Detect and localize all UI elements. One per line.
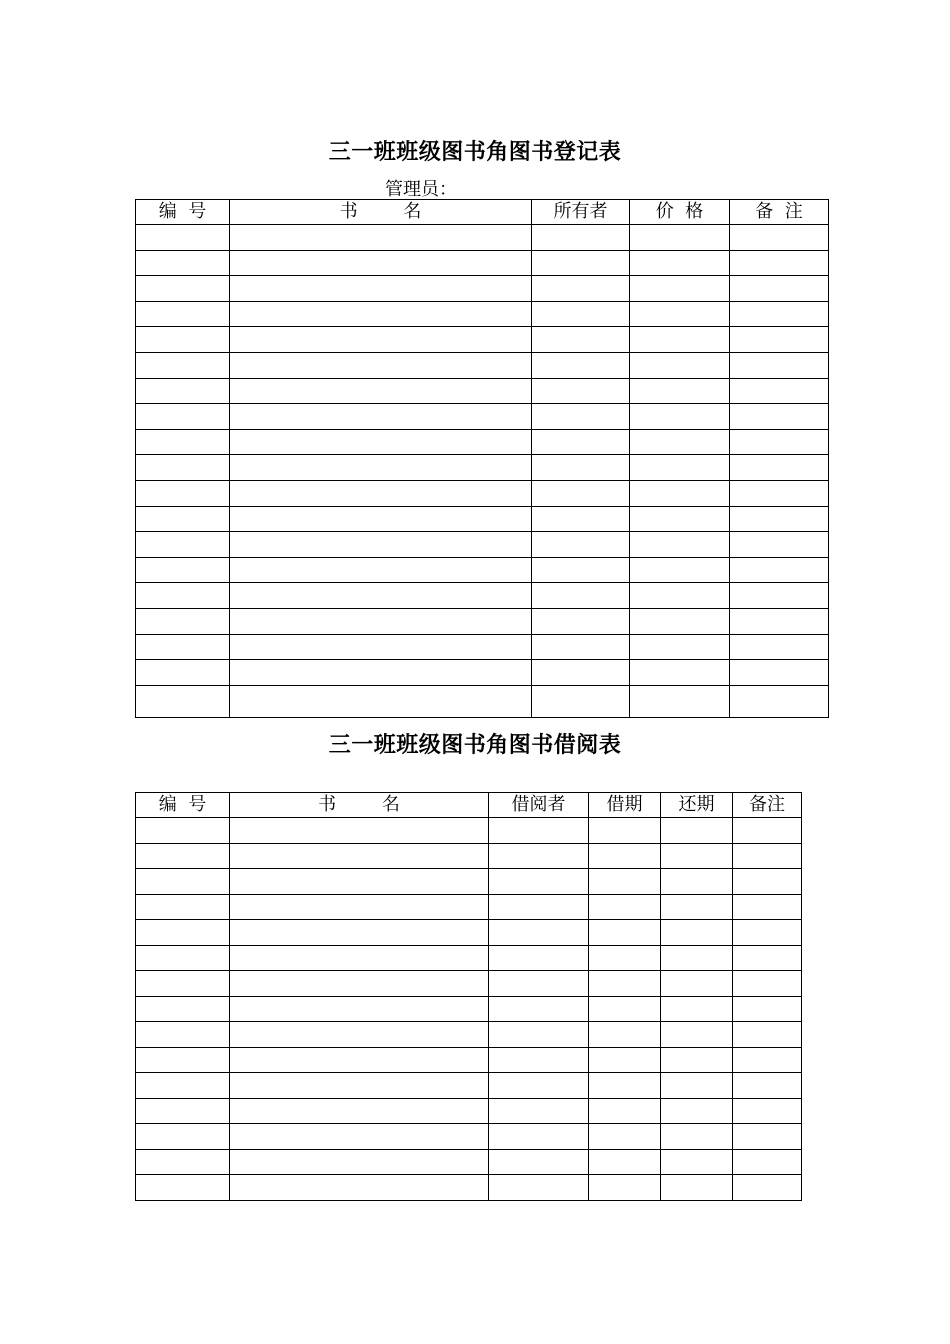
table-cell[interactable] [532, 429, 630, 455]
table-cell[interactable] [630, 583, 730, 609]
table-cell[interactable] [136, 225, 230, 251]
table-row [136, 1047, 802, 1073]
header-remarks: 备注 [733, 793, 802, 818]
table-cell[interactable] [733, 818, 802, 844]
table-cell[interactable] [589, 1175, 661, 1201]
header-price: 价 格 [630, 200, 730, 225]
table-cell[interactable] [630, 225, 730, 251]
header-return-date: 还期 [661, 793, 733, 818]
table-row [136, 685, 829, 717]
table-row [136, 455, 829, 481]
table-row [136, 250, 829, 276]
table-cell[interactable] [733, 1149, 802, 1175]
table-cell[interactable] [136, 250, 230, 276]
table-cell[interactable] [230, 404, 532, 430]
table-row [136, 945, 802, 971]
table-row [136, 634, 829, 660]
table-cell[interactable] [230, 429, 532, 455]
table-cell[interactable] [730, 480, 829, 506]
table-cell[interactable] [532, 532, 630, 558]
table-cell[interactable] [661, 971, 733, 997]
table-cell[interactable] [136, 455, 230, 481]
table-cell[interactable] [230, 996, 489, 1022]
table-row [136, 429, 829, 455]
table-cell[interactable] [730, 301, 829, 327]
table-cell[interactable] [230, 352, 532, 378]
table-cell[interactable] [230, 1149, 489, 1175]
table-cell[interactable] [630, 634, 730, 660]
table-cell[interactable] [230, 843, 489, 869]
table-cell[interactable] [136, 660, 230, 686]
table-cell[interactable] [136, 971, 230, 997]
table-cell[interactable] [230, 276, 532, 302]
table-row [136, 1149, 802, 1175]
table-cell[interactable] [136, 352, 230, 378]
table-cell[interactable] [661, 894, 733, 920]
table-cell[interactable] [630, 557, 730, 583]
table-cell[interactable] [730, 225, 829, 251]
table-cell[interactable] [532, 608, 630, 634]
table-cell[interactable] [630, 276, 730, 302]
table-cell[interactable] [532, 557, 630, 583]
table-cell[interactable] [230, 250, 532, 276]
table-cell[interactable] [230, 583, 532, 609]
table-cell[interactable] [661, 1047, 733, 1073]
table-row [136, 1022, 802, 1048]
table-cell[interactable] [589, 1098, 661, 1124]
table-cell[interactable] [630, 685, 730, 717]
table-cell[interactable] [230, 920, 489, 946]
table-cell[interactable] [532, 378, 630, 404]
table-cell[interactable] [136, 557, 230, 583]
table-cell[interactable] [136, 818, 230, 844]
table-cell[interactable] [532, 480, 630, 506]
table-cell[interactable] [661, 1175, 733, 1201]
header-borrower: 借阅者 [489, 793, 589, 818]
table-row [136, 327, 829, 353]
table-cell[interactable] [532, 327, 630, 353]
table-cell[interactable] [136, 276, 230, 302]
header-remarks: 备 注 [730, 200, 829, 225]
table-cell[interactable] [230, 608, 532, 634]
table-cell[interactable] [589, 843, 661, 869]
table-cell[interactable] [489, 843, 589, 869]
table-cell[interactable] [489, 996, 589, 1022]
table-cell[interactable] [230, 634, 532, 660]
table-cell[interactable] [733, 1047, 802, 1073]
table-cell[interactable] [661, 1124, 733, 1150]
table-cell[interactable] [730, 327, 829, 353]
table-cell[interactable] [489, 971, 589, 997]
table-cell[interactable] [136, 1098, 230, 1124]
table-cell[interactable] [230, 894, 489, 920]
table-cell[interactable] [630, 429, 730, 455]
table-cell[interactable] [136, 1124, 230, 1150]
table-cell[interactable] [230, 818, 489, 844]
table-cell[interactable] [661, 945, 733, 971]
table-cell[interactable] [661, 1073, 733, 1099]
table-cell[interactable] [661, 996, 733, 1022]
table-cell[interactable] [730, 378, 829, 404]
table-cell[interactable] [489, 1098, 589, 1124]
table-row [136, 301, 829, 327]
table-cell[interactable] [136, 480, 230, 506]
table-row [136, 480, 829, 506]
table-cell[interactable] [630, 327, 730, 353]
table-row [136, 996, 802, 1022]
table-cell[interactable] [489, 894, 589, 920]
table-cell[interactable] [589, 1073, 661, 1099]
table-cell[interactable] [661, 843, 733, 869]
table-cell[interactable] [589, 920, 661, 946]
table-cell[interactable] [489, 1175, 589, 1201]
header-number: 编 号 [136, 793, 230, 818]
table-cell[interactable] [230, 660, 532, 686]
table-cell[interactable] [661, 1098, 733, 1124]
table-row [136, 1073, 802, 1099]
table-cell[interactable] [230, 301, 532, 327]
table-row [136, 1098, 802, 1124]
table-cell[interactable] [733, 1098, 802, 1124]
table-cell[interactable] [730, 660, 829, 686]
table-cell[interactable] [230, 506, 532, 532]
header-borrow-date: 借期 [589, 793, 661, 818]
table-cell[interactable] [630, 352, 730, 378]
table-cell[interactable] [136, 532, 230, 558]
table-cell[interactable] [733, 1175, 802, 1201]
table-cell[interactable] [136, 404, 230, 430]
table-cell[interactable] [630, 480, 730, 506]
table-cell[interactable] [532, 506, 630, 532]
table-row [136, 608, 829, 634]
table-cell[interactable] [136, 301, 230, 327]
table-cell[interactable] [730, 608, 829, 634]
table-cell[interactable] [589, 1149, 661, 1175]
table-row [136, 225, 829, 251]
table-cell[interactable] [489, 920, 589, 946]
table-cell[interactable] [733, 996, 802, 1022]
table-cell[interactable] [230, 1073, 489, 1099]
table-cell[interactable] [136, 1022, 230, 1048]
table-row [136, 920, 802, 946]
table-row [136, 660, 829, 686]
table-cell[interactable] [532, 583, 630, 609]
table-cell[interactable] [730, 276, 829, 302]
table-cell[interactable] [136, 869, 230, 895]
table-row [136, 404, 829, 430]
table-cell[interactable] [136, 608, 230, 634]
table-cell[interactable] [136, 1175, 230, 1201]
table-cell[interactable] [589, 996, 661, 1022]
table-cell[interactable] [136, 378, 230, 404]
table-cell[interactable] [136, 843, 230, 869]
table-cell[interactable] [230, 378, 532, 404]
table-cell[interactable] [730, 404, 829, 430]
table-cell[interactable] [661, 869, 733, 895]
table-cell[interactable] [630, 608, 730, 634]
table-cell[interactable] [136, 327, 230, 353]
table-cell[interactable] [630, 455, 730, 481]
table-cell[interactable] [730, 352, 829, 378]
table-cell[interactable] [489, 869, 589, 895]
table-cell[interactable] [630, 660, 730, 686]
table-cell[interactable] [136, 429, 230, 455]
table-row [136, 971, 802, 997]
table-cell[interactable] [733, 945, 802, 971]
table-cell[interactable] [230, 455, 532, 481]
table-cell[interactable] [230, 869, 489, 895]
header-owner: 所有者 [532, 200, 630, 225]
table-row [136, 583, 829, 609]
table-cell[interactable] [532, 276, 630, 302]
manager-label: 管理员： [385, 179, 457, 200]
table-cell[interactable] [733, 1073, 802, 1099]
table-cell[interactable] [230, 327, 532, 353]
table-cell[interactable] [136, 894, 230, 920]
table-cell[interactable] [630, 404, 730, 430]
table-cell[interactable] [589, 945, 661, 971]
table-cell[interactable] [532, 301, 630, 327]
table-row [136, 843, 802, 869]
table-cell[interactable] [661, 818, 733, 844]
table-cell[interactable] [733, 843, 802, 869]
table-cell[interactable] [589, 818, 661, 844]
table-cell[interactable] [489, 1124, 589, 1150]
table-cell[interactable] [630, 532, 730, 558]
table-cell[interactable] [589, 869, 661, 895]
table-row [136, 894, 802, 920]
table-cell[interactable] [730, 583, 829, 609]
table-cell[interactable] [532, 685, 630, 717]
table-cell[interactable] [730, 685, 829, 717]
table-cell[interactable] [230, 945, 489, 971]
borrow-table [135, 792, 802, 1201]
table-cell[interactable] [532, 352, 630, 378]
table-cell[interactable] [489, 818, 589, 844]
borrow-header-row [136, 793, 802, 818]
table-row [136, 506, 829, 532]
table-cell[interactable] [730, 557, 829, 583]
table-cell[interactable] [630, 301, 730, 327]
header-number: 编 号 [136, 200, 230, 225]
table-cell[interactable] [589, 894, 661, 920]
table-cell[interactable] [730, 455, 829, 481]
table-cell[interactable] [230, 1022, 489, 1048]
table-cell[interactable] [730, 532, 829, 558]
register-table [135, 199, 829, 718]
table-cell[interactable] [136, 945, 230, 971]
table-cell[interactable] [661, 920, 733, 946]
table-cell[interactable] [136, 685, 230, 717]
table-cell[interactable] [136, 1149, 230, 1175]
table-cell[interactable] [532, 250, 630, 276]
table-cell[interactable] [661, 1149, 733, 1175]
table-cell[interactable] [532, 225, 630, 251]
table-cell[interactable] [730, 506, 829, 532]
table-cell[interactable] [489, 1022, 589, 1048]
table-cell[interactable] [589, 1022, 661, 1048]
table-cell[interactable] [730, 429, 829, 455]
table-cell[interactable] [730, 250, 829, 276]
table-cell[interactable] [589, 971, 661, 997]
table-cell[interactable] [630, 506, 730, 532]
table-cell[interactable] [230, 480, 532, 506]
table-cell[interactable] [489, 1047, 589, 1073]
table-cell[interactable] [136, 506, 230, 532]
table-cell[interactable] [733, 869, 802, 895]
table-row [136, 378, 829, 404]
table-cell[interactable] [733, 971, 802, 997]
table-row [136, 869, 802, 895]
register-title: 三一班班级图书角图书登记表 [328, 139, 622, 165]
table-cell[interactable] [489, 945, 589, 971]
table-cell[interactable] [661, 1022, 733, 1048]
table-cell[interactable] [230, 1124, 489, 1150]
table-cell[interactable] [230, 685, 532, 717]
table-cell[interactable] [733, 1022, 802, 1048]
table-row [136, 557, 829, 583]
table-cell[interactable] [630, 250, 730, 276]
table-cell[interactable] [230, 1175, 489, 1201]
header-book-title: 书 名 [230, 200, 532, 225]
table-cell[interactable] [136, 583, 230, 609]
table-cell[interactable] [730, 634, 829, 660]
table-row [136, 532, 829, 558]
table-cell[interactable] [136, 1073, 230, 1099]
table-cell[interactable] [230, 1047, 489, 1073]
table-row [136, 352, 829, 378]
table-cell[interactable] [532, 634, 630, 660]
table-cell[interactable] [733, 894, 802, 920]
table-cell[interactable] [532, 455, 630, 481]
table-cell[interactable] [630, 378, 730, 404]
table-cell[interactable] [230, 225, 532, 251]
table-cell[interactable] [532, 404, 630, 430]
table-cell[interactable] [589, 1124, 661, 1150]
table-cell[interactable] [136, 920, 230, 946]
table-cell[interactable] [230, 1098, 489, 1124]
table-cell[interactable] [136, 996, 230, 1022]
register-header-row [136, 200, 829, 225]
table-cell[interactable] [589, 1047, 661, 1073]
table-cell[interactable] [230, 557, 532, 583]
borrow-title: 三一班班级图书角图书借阅表 [328, 732, 622, 758]
table-cell[interactable] [230, 971, 489, 997]
table-row [136, 1175, 802, 1201]
table-cell[interactable] [733, 920, 802, 946]
header-book-title: 书 名 [230, 793, 489, 818]
table-cell[interactable] [230, 532, 532, 558]
table-cell[interactable] [136, 1047, 230, 1073]
table-cell[interactable] [489, 1149, 589, 1175]
table-row [136, 1124, 802, 1150]
table-cell[interactable] [532, 660, 630, 686]
table-row [136, 818, 802, 844]
table-cell[interactable] [136, 634, 230, 660]
table-row [136, 276, 829, 302]
table-cell[interactable] [733, 1124, 802, 1150]
table-cell[interactable] [489, 1073, 589, 1099]
